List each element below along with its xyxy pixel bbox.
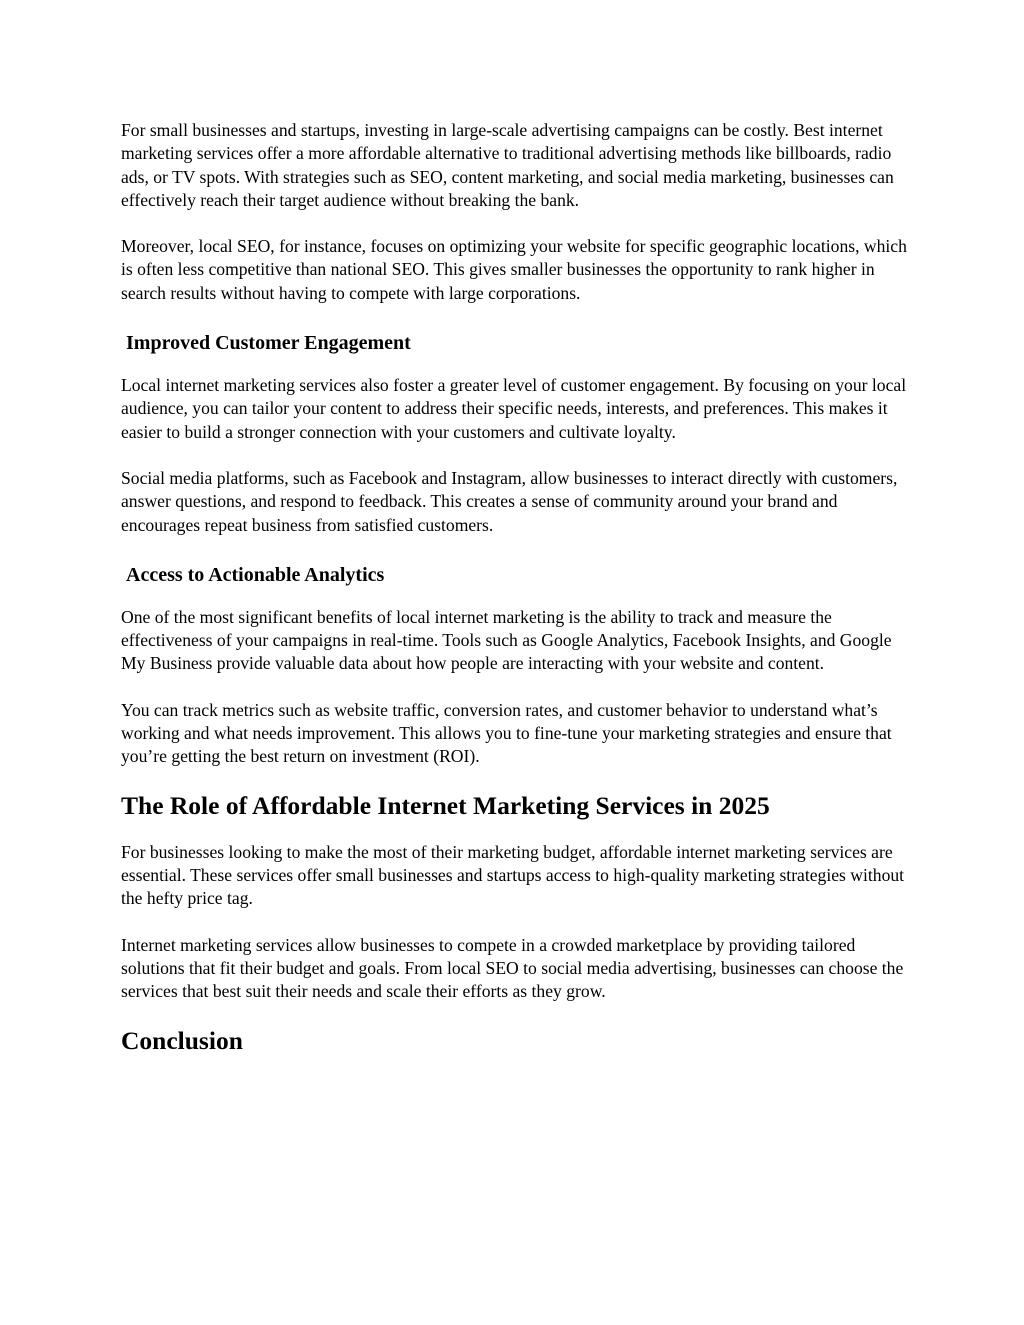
- document-page: [121, 119, 911, 1056]
- heading-conclusion: Conclusion: [121, 1026, 243, 1056]
- heading-actionable-analytics: Access to Actionable Analytics: [126, 563, 385, 586]
- paragraph-track-metrics: You can track metrics such as website traffic, conversion rates, and customer behavior to understand what’s working and what needs improvement. This allows you to fine-tune your marketing strategies and ensure that you’re getting the best return on investment (ROI).: [121, 699, 892, 767]
- paragraph-social-media: Social media platforms, such as Facebook and Instagram, allow businesses to interact directly with customers, answer questions, and respond to feedback. This creates a sense of community around your brand and encourages repeat business from satisfied customers.: [121, 467, 898, 535]
- paragraph-intro-cost: For small businesses and startups, investing in large-scale advertising campaigns can be costly. Best internet marketing services offer a more affordable alternative to traditional advertising methods like billboards, radio ads, or TV spots. With strategies such as SEO, content marketing, and social media marketing, businesses can effectively reach their target audience without breaking the bank.: [121, 120, 894, 210]
- paragraph-analytics-benefits: One of the most significant benefits of local internet marketing is the ability to track and measure the effectiveness of your campaigns in real-time. Tools such as Google Analytics, Facebook Insights, and Google My Business provide valuable data about how people are interacting with your website and content.: [121, 606, 892, 674]
- heading-role-affordable-services: The Role of Affordable Internet Marketing Services in 2025: [121, 790, 770, 820]
- paragraph-compete-marketplace: Internet marketing services allow businesses to compete in a crowded marketplace by providing tailored solutions that fit their budget and goals. From local SEO to social media advertising, businesses can choose the services that best suit their needs and scale their efforts as they grow.: [121, 934, 904, 1002]
- paragraph-affordable-essential: For businesses looking to make the most of their marketing budget, affordable internet marketing services are essential. These services offer small businesses and startups access to high-quality marketing strategies without the hefty price tag.: [121, 841, 905, 909]
- heading-improved-customer-engagement: Improved Customer Engagement: [126, 332, 411, 355]
- paragraph-customer-engagement: Local internet marketing services also foster a greater level of customer engagement. By focusing on your local audience, you can tailor your content to address their specific needs, interests, and preferences. This makes it easier to build a stronger connection with your customers and cultivate loyalty.: [121, 375, 907, 442]
- paragraph-local-seo: Moreover, local SEO, for instance, focuses on optimizing your website for specific geographic locations, which is often less competitive than national SEO. This gives smaller businesses the opportunity to rank higher in search results without having to compete with large corporations.: [121, 236, 907, 303]
